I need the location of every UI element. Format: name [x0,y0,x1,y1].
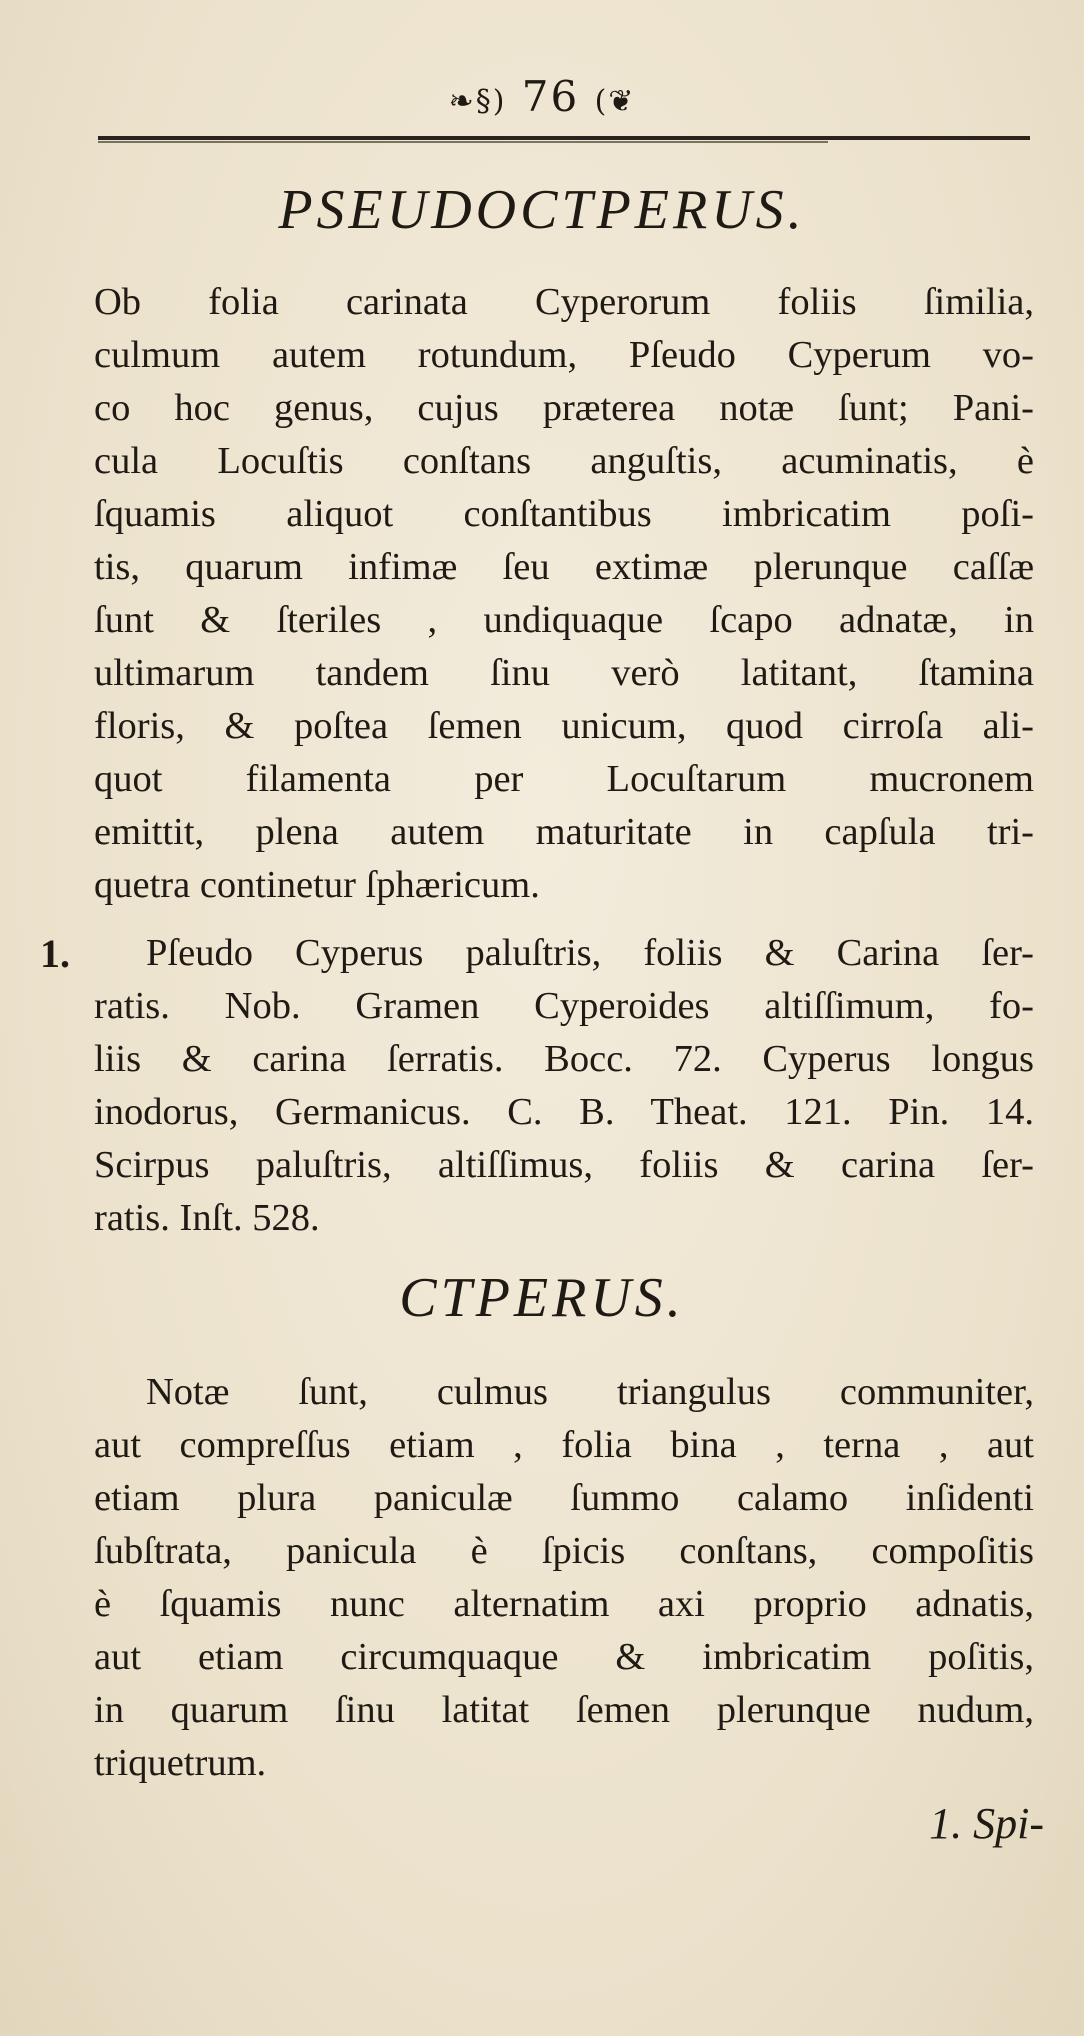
section-title-cyperus: CTPERUS. [399,1267,685,1329]
text-line: Pſeudo Cyperus paluſtris, foliis & Carina ſer- [146,932,1034,974]
text-line: ſunt & ſteriles , undiquaque ſcapo adnatæ, in [94,599,1034,641]
text-line: inodorus, Germanicus. C. B. Theat. 121. Pin. 14. [94,1091,1034,1133]
text-line: è ſquamis nunc alternatim axi proprio adnatis, [94,1583,1034,1625]
text-line: Notæ ſunt, culmus triangulus communiter, [146,1371,1034,1413]
text-line: emittit, plena autem maturitate in capſula tri- [94,811,1034,853]
text-line: triquetrum. [94,1742,267,1784]
text-line: etiam plura paniculæ ſummo calamo inſidenti [94,1477,1034,1519]
text-line: ratis. Inſt. 528. [94,1197,320,1239]
text-line: ſquamis aliquot conſtantibus imbricatim poſi- [94,493,1034,535]
left-ornament: ❧§) [448,84,507,119]
text-line: ultimarum tandem ſinu verò latitant, ſtamina [94,652,1034,694]
text-line: cula Locuſtis conſtans anguſtis, acuminatis, è [94,440,1034,482]
header-rule-secondary [98,141,828,143]
pseudocyperus-entry [94,927,1034,1245]
text-line: quot filamenta per Locuſtarum mucronem [94,758,1034,800]
text-line: co hoc genus, cujus præterea notæ ſunt; Pani- [94,387,1034,429]
text-line: ſubſtrata, panicula è ſpicis conſtans, compoſitis [94,1530,1034,1572]
text-line: tis, quarum infimæ ſeu extimæ plerunque caſſæ [94,546,1034,588]
text-line: quetra continetur ſphæricum. [94,864,540,906]
entry-number: 1. [40,931,70,976]
text-line: in quarum ſinu latitat ſemen plerunque nudum, [94,1689,1034,1731]
text-line: Scirpus paluſtris, altiſſimus, foliis & carina ſer- [94,1144,1034,1186]
catchword: 1. Spi- [929,1799,1044,1848]
text-line: aut etiam circumquaque & imbricatim poſitis, [94,1636,1034,1678]
right-ornament: (❦ [594,84,636,119]
text-line: floris, & poſtea ſemen unicum, quod cirroſa ali- [94,705,1034,747]
header-rule [98,136,1030,140]
text-line: culmum autem rotundum, Pſeudo Cyperum vo- [94,334,1034,376]
text-line: liis & carina ſerratis. Bocc. 72. Cyperus longus [94,1038,1034,1080]
text-line: ratis. Nob. Gramen Cyperoides altiſſimum, fo- [94,985,1034,1027]
text-line: Ob folia carinata Cyperorum foliis ſimilia, [94,281,1034,323]
text-line: aut compreſſus etiam , folia bina , terna , aut [94,1424,1034,1466]
section-title-pseudocyperus: PSEUDOCTPERUS. [278,179,806,241]
pseudocyperus-description [94,276,1034,912]
cyperus-description [94,1366,1034,1790]
running-header [0,72,1084,121]
page-number: 76 [521,72,580,121]
